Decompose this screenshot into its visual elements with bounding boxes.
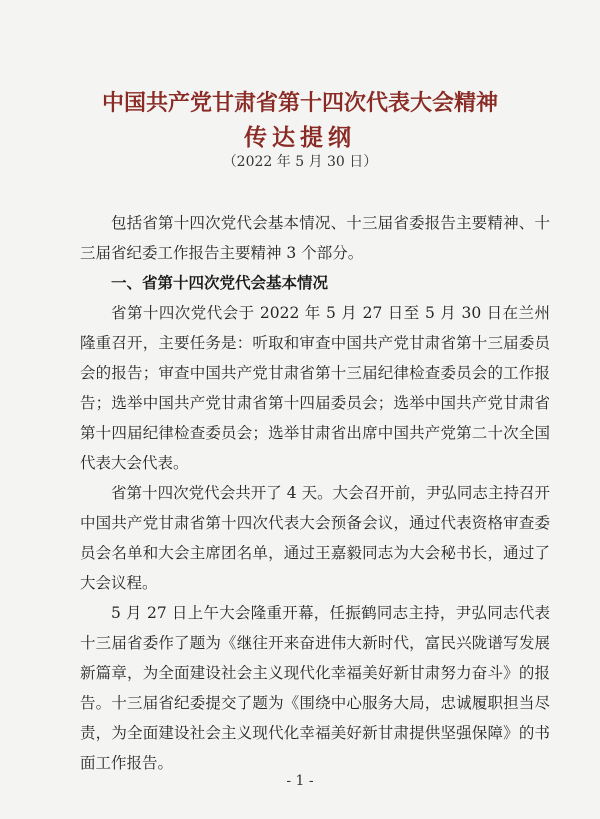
intro-paragraph: 包括省第十四次党代会基本情况、十三届省委报告主要精神、十三届省纪委工作报告主要精神 3 个部分。 — [80, 214, 550, 262]
paragraph-2: 省第十四次党代会共开了 4 天。大会召开前，尹弘同志主持召开中国共产党甘肃省第十四次代表大会预备会议，通过代表资格审查委员会名单和大会主席团名单，通过王嘉毅同志为大会秘书长，通过了大会议程。 — [80, 484, 550, 592]
document-body — [80, 208, 550, 778]
document-title-line2: 传达提纲 — [244, 124, 356, 151]
paragraph-1: 省第十四次党代会于 2022 年 5 月 27 日至 5 月 30 日在兰州隆重召开，主要任务是：听取和审查中国共产党甘肃省第十三届委员会的报告；审查中国共产党甘肃省第十三届纪律检查委员会的工作报告；选举中国共产党甘肃省第十四届委员会；选举中国共产党甘肃省第十四届纪律检查委员会；选举甘肃省出席中国共产党第二十次全国代表大会代表。 — [80, 304, 550, 472]
paragraph-3: 5 月 27 日上午大会隆重开幕，任振鹤同志主持，尹弘同志代表十三届省委作了题为《继往开来奋进伟大新时代，富民兴陇谱写发展新篇章，为全面建设社会主义现代化幸福美好新甘肃努力奋斗》的报告。十三届省纪委提交了题为《围绕中心服务大局，忠诚履职担当尽责，为全面建设社会主义现代化幸福美好新甘肃提供坚强保障》的书面工作报告。 — [80, 604, 550, 772]
document-title-line1: 中国共产党甘肃省第十四次代表大会精神 — [101, 90, 498, 116]
section1-heading: 一、省第十四次党代会基本情况 — [111, 273, 329, 292]
page-number: - 1 - — [286, 773, 314, 789]
document-date: （2022 年 5 月 30 日） — [222, 154, 378, 170]
